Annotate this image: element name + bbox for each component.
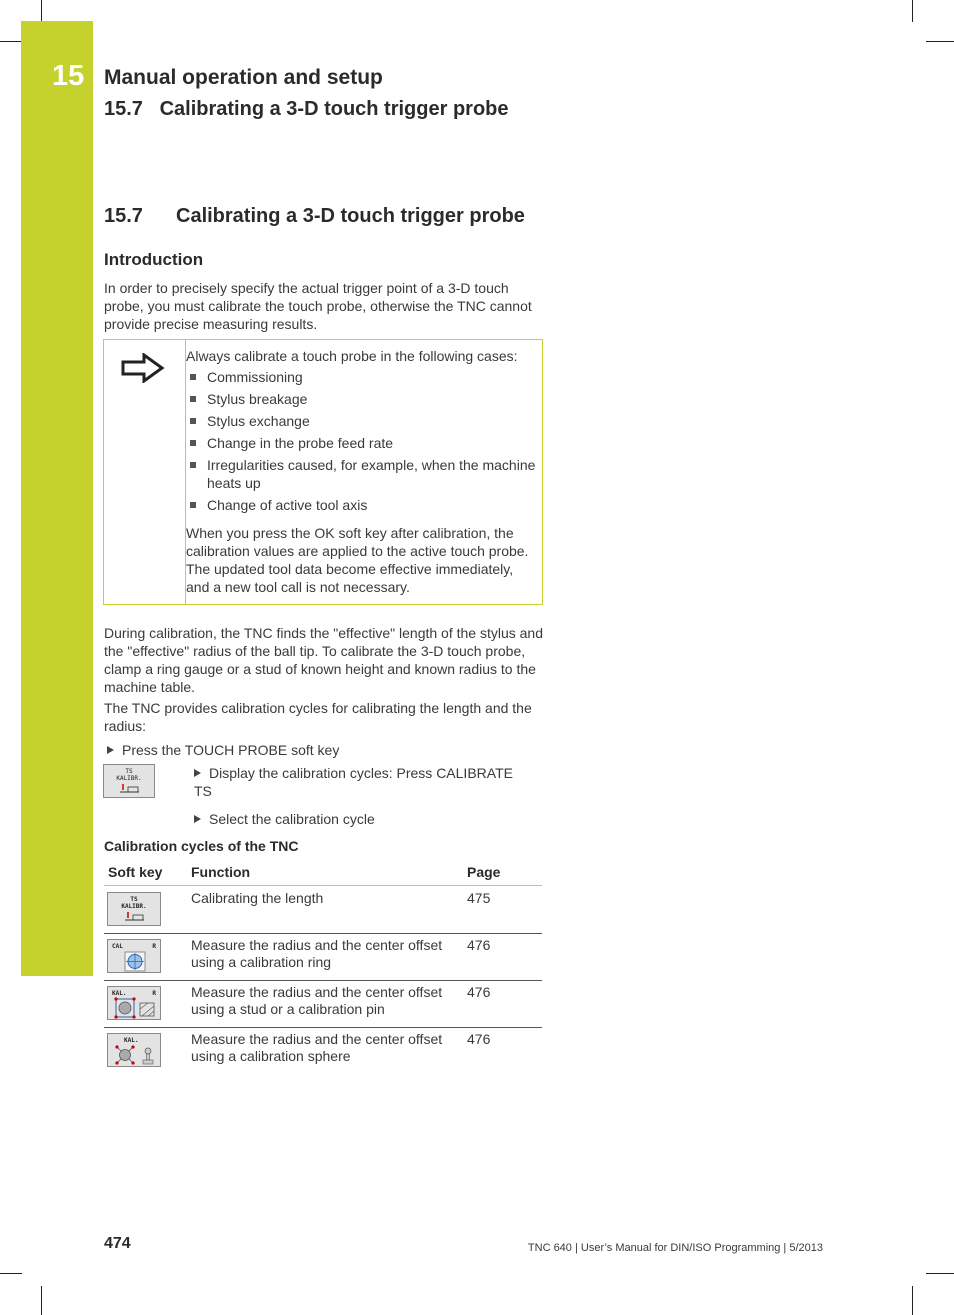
list-item: Change in the probe feed rate <box>186 434 538 452</box>
crop-mark <box>912 1286 913 1315</box>
table-cell-page: 476 <box>467 937 491 953</box>
calibrate-length-softkey[interactable]: TS KALIBR. <box>107 892 161 926</box>
bullet-icon <box>190 374 196 380</box>
crop-mark <box>926 41 954 42</box>
crop-mark <box>41 0 42 22</box>
probe-length-icon <box>125 912 145 922</box>
table-header-rule <box>104 885 542 886</box>
table-cell-page: 476 <box>467 1031 491 1047</box>
table-cell-function: Calibrating the length <box>191 890 324 906</box>
crop-mark <box>926 1273 954 1274</box>
list-item: Commissioning <box>186 368 538 386</box>
note-lead: Always calibrate a touch probe in the following cases: <box>186 348 518 364</box>
calibration-stud-icon <box>113 997 157 1019</box>
chapter-number: 15 <box>52 60 85 92</box>
table-cell-page: 476 <box>467 984 491 1000</box>
list-item: Irregularities caused, for example, when the machine heats up <box>186 456 538 492</box>
calibrate-sphere-softkey[interactable]: KAL. <box>107 1033 161 1067</box>
section-title-text: Calibrating a 3-D touch trigger probe <box>176 205 525 227</box>
crop-mark <box>912 0 913 22</box>
table-cell-page: 475 <box>467 890 491 906</box>
section-number: 15.7 <box>104 205 143 227</box>
column-header-softkey: Soft key <box>108 864 163 880</box>
bullet-icon <box>190 462 196 468</box>
calibrate-ts-softkey[interactable]: TS KALIBR. <box>103 764 155 798</box>
table-row-rule <box>104 933 542 934</box>
probe-length-icon <box>120 784 140 794</box>
arrow-right-icon <box>120 353 166 388</box>
note-list <box>186 368 538 514</box>
list-item: Change of active tool axis <box>186 496 538 514</box>
list-item: Stylus breakage <box>186 390 538 408</box>
step-arrow-icon <box>194 769 201 777</box>
table-row-rule <box>104 980 542 981</box>
step-arrow-icon <box>194 815 201 823</box>
introduction-paragraph: In order to precisely specify the actual trigger point of a 3-D touch probe, you must calibrate the touch probe, otherwise the TNC cannot provide precise measuring results. <box>104 280 532 332</box>
calibration-ring-icon <box>124 951 146 972</box>
section-title <box>104 205 525 228</box>
bullet-icon <box>190 418 196 424</box>
crop-mark <box>0 41 22 42</box>
step-select-cycle: Select the calibration cycle <box>194 810 375 828</box>
table-cell-function: Measure the radius and the center offset using a calibration ring <box>191 937 443 970</box>
running-header: 15.7 Calibrating a 3-D touch trigger probe <box>104 98 509 120</box>
page-number: 474 <box>104 1235 131 1252</box>
step-calibrate-ts: Display the calibration cycles: Press CALIBRATE TS <box>194 765 513 799</box>
note-closing: When you press the OK soft key after calibration, the calibration values are applied to the active touch probe. The updated tool data become effective immediately, and a new tool call is not necessary. <box>186 525 529 595</box>
calibrate-stud-softkey[interactable]: KAL. R <box>107 986 161 1020</box>
calibrate-ring-softkey[interactable]: CAL R <box>107 939 161 973</box>
crop-mark <box>41 1286 42 1315</box>
crop-mark <box>0 1273 22 1274</box>
table-row-rule <box>104 1027 542 1028</box>
footer-text: TNC 640 | User’s Manual for DIN/ISO Programming | 5/2013 <box>527 1242 823 1254</box>
chapter-title: Manual operation and setup <box>104 66 383 89</box>
list-item: Stylus exchange <box>186 412 538 430</box>
body-paragraph-1: During calibration, the TNC finds the "effective" length of the stylus and the "effective" radius of the ball tip. To calibrate the 3-D touch probe, clamp a ring gauge or a stud of known height and known radius to the machine table. <box>104 625 543 695</box>
bullet-icon <box>190 396 196 402</box>
step-touch-probe: Press the TOUCH PROBE soft key <box>107 741 339 759</box>
bullet-icon <box>190 440 196 446</box>
chapter-tab <box>21 21 93 976</box>
body-paragraph-2: The TNC provides calibration cycles for calibrating the length and the radius: <box>104 700 532 734</box>
note-box <box>103 339 543 605</box>
column-header-page: Page <box>467 864 501 880</box>
step-arrow-icon <box>107 746 114 754</box>
table-cell-function: Measure the radius and the center offset using a stud or a calibration pin <box>191 984 443 1017</box>
bullet-icon <box>190 502 196 508</box>
introduction-heading: Introduction <box>104 250 204 269</box>
calibration-sphere-icon <box>113 1044 157 1066</box>
table-cell-function: Measure the radius and the center offset using a calibration sphere <box>191 1031 443 1064</box>
column-header-function: Function <box>191 864 251 880</box>
note-content <box>186 347 538 596</box>
table-caption: Calibration cycles of the TNC <box>104 838 299 854</box>
